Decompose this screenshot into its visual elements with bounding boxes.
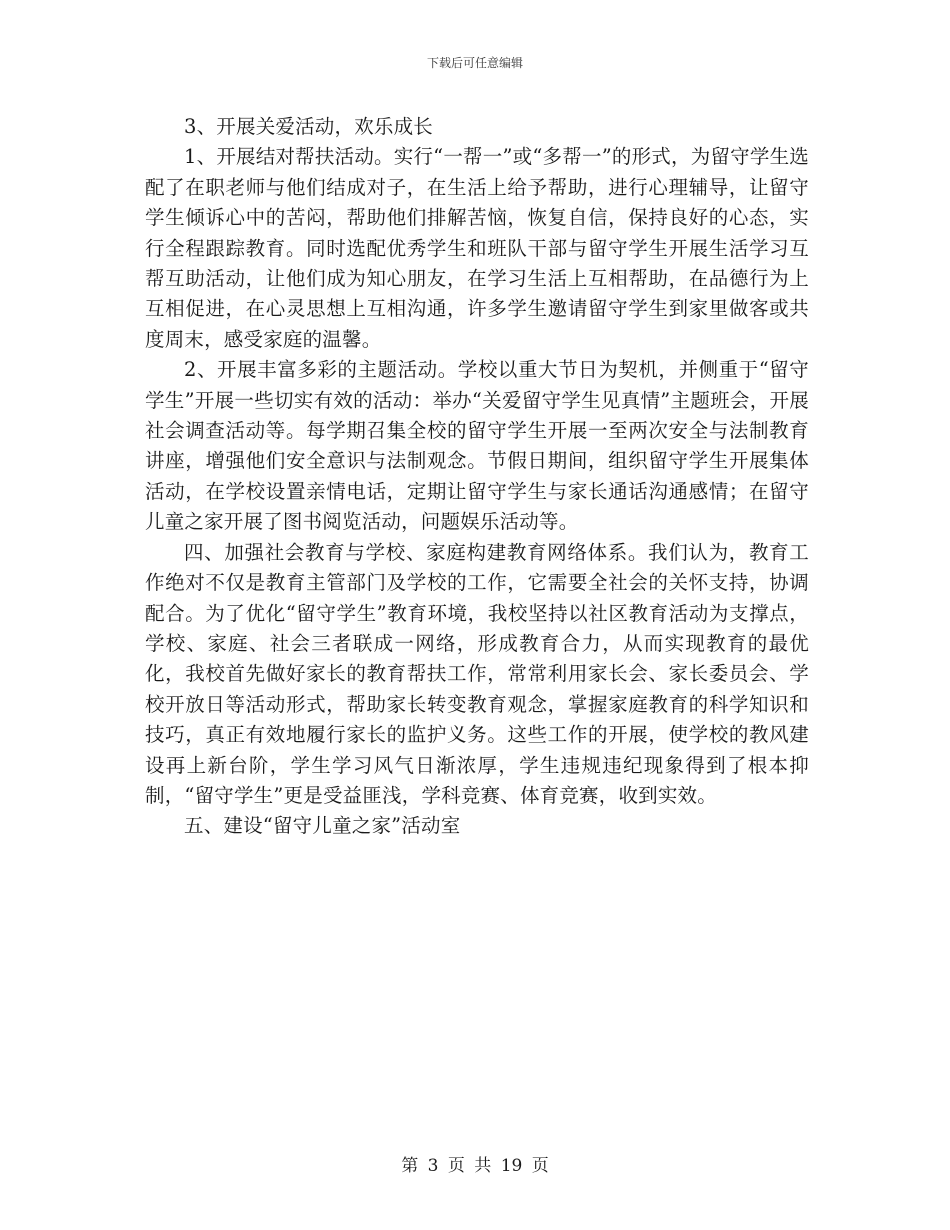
page-header-note: 下载后可任意编辑 — [426, 56, 523, 70]
paragraph-theme-activities: 2、开展丰富多彩的主题活动。学校以重大节日为契机，并侧重于“留守学生”开展一些切实有效的活动：举办“关爱留守学生见真情”主题班会，开展社会调查活动等。每学期召集全校的留守学生开展一至两次安全与法制教育讲座，增强他们安全意识与法制观念。节假日期间，组织留守学生开展集体活动，在学校设置亲情电话，定期让留守学生与家长通话沟通感情；在留守儿童之家开展了图书阅览活动，问题娱乐活动等。 — [145, 358, 809, 534]
section-3-title: 3、开展关爱活动，欢乐成长 — [184, 115, 434, 138]
page-number-footer: 第 3 页 共 19 页 — [401, 1156, 549, 1176]
paragraph-social-education: 四、加强社会教育与学校、家庭构建教育网络体系。我们认为，教育工作绝对不仅是教育主管部门及学校的工作，它需要全社会的关怀支持，协调配合。为了优化“留守学生”教育环境，我校坚持以社区教育活动为支撑点，学校、家庭、社会三者联成一网络，形成教育合力，从而实现教育的最优化，我校首先做好家长的教育帮扶工作，常常利用家长会、家长委员会、学校开放日等活动形式，帮助家长转变教育观念，掌握家庭教育的科学知识和技巧，真正有效地履行家长的监护义务。这些工作的开展，使学校的教风建设再上新台阶，学生学习风气日渐浓厚，学生违规违纪现象得到了根本抑制，“留守学生”更是受益匪浅，学科竞赛、体育竞赛，收到实效。 — [145, 540, 809, 807]
paragraph-pairing-support: 1、开展结对帮扶活动。实行“一帮一”或“多帮一”的形式，为留守学生选配了在职老师与他们结成对子，在生活上给予帮助，进行心理辅导，让留守学生倾诉心中的苦闷，帮助他们排解苦恼，恢复自信，保持良好的心态，实行全程跟踪教育。同时选配优秀学生和班队干部与留守学生开展生活学习互帮互助活动，让他们成为知心朋友，在学习生活上互相帮助，在品德行为上互相促进，在心灵思想上互相沟通，许多学生邀请留守学生到家里做客或共度周末，感受家庭的温馨。 — [145, 145, 809, 351]
section-5-title: 五、建设“留守儿童之家”活动室 — [184, 814, 461, 838]
document-body — [145, 112, 809, 842]
